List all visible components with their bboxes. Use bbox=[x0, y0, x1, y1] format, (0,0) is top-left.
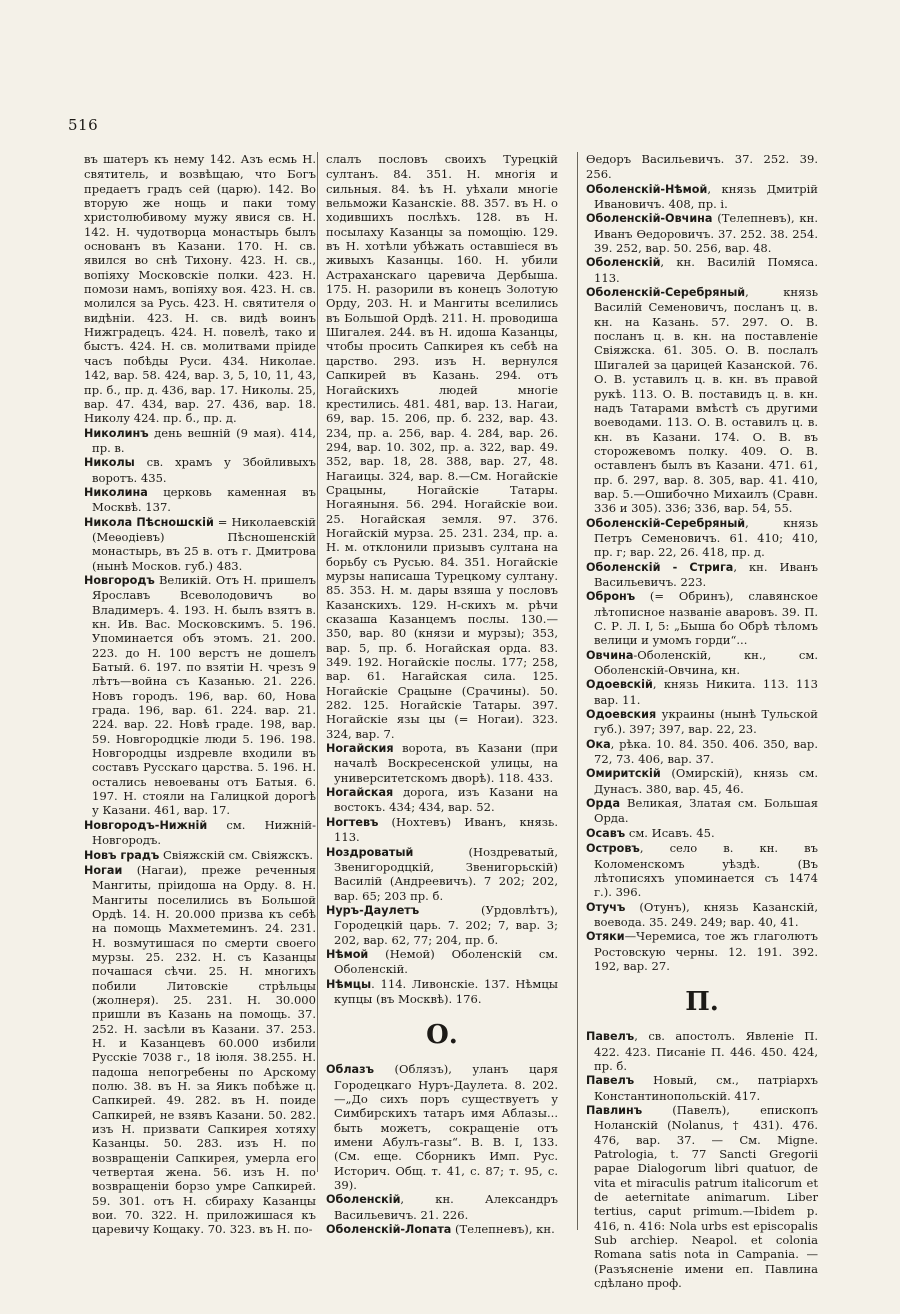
index-entry bbox=[586, 841, 818, 899]
index-entry bbox=[326, 1222, 558, 1237]
entry-headword: Ноздроватый bbox=[326, 845, 414, 859]
entry-headword: Орда bbox=[586, 797, 621, 811]
index-entry bbox=[84, 848, 316, 863]
index-entry bbox=[326, 1062, 558, 1192]
index-entry bbox=[84, 818, 316, 848]
entry-text: , князь Василiй Семеновичъ, посланъ ц. в. кн. на Казань. 57. 297. О. В. посланъ ц. в. кн. на поставленiе Свiяжска. 61. 305. О. В. послалъ Шигалей за царицей Казанской. 76. О. В. уставилъ ц. в. кн. въ правой рукѣ. 113. О. В. поставидъ ц. в. кн. надъ Татарами вмѣстѣ съ другими воеводами. 113. О. В. оставилъ ц. в. кн. въ Казани. 174. О. В. въ сторожевомъ полку. 409. О. В. оставленъ былъ въ Казани. 471. 61, пр. б. 297, вар. 8. 305, вар. 41. 410, вар. 5.—Ошибочно Михаилъ (Сравн. 336 и 305). 336; 336, вар. 54, 55. bbox=[594, 285, 818, 516]
index-column-3 bbox=[586, 152, 818, 1290]
entry-text: слалъ пословъ своихъ Турецкiй султанъ. 84. 351. Н. многiя и сильныя. 84. ѣъ Н. уѣхали многiе вельможи Казанскiе. 88. 357. въ Н. о ходившихъ послѣхъ. 128. въ Н. посылаху Казанцы за помощiю. 129. въ Н. хотѣли убѣжать оставшiеся въ живыхъ Казанцы. 160. Н. убили Астраханскаго царевича Дербыша. 175. Н. разорили въ конецъ Золотую Орду, 203. Н. и Мангиты вселились въ Большой Ордѣ. 211. Н. проводиша Шигалея. 244. въ Н. идоша Казанцы, чтобы просить Сапкирея къ себѣ на царство. 293. изъ Н. вернулся Сапкирей въ Казань. 294. отъ Ногайскихъ людей многiе крестились. 481. 481, вар. 13. Нагаи, 69, вар. 15. 206, пр. б. 232, вар. 43. 234, пр. а. 256, вар. 4. 284, вар. 26. 294, вар. 10. 302, пр. а. 322, вар. 49. 352, вар. 18, 28. 388, вар. 27, 48. Нагаицы. 324, вар. 8.—См. Ногайскiе Срацыны, Ногайскiе Татары. Ногаяныня. 56. 294. Ногайскiе вои. 25. Ногайская земля. 97. 376. Ногайскiй мурза. 25. 231. 234, пр. а. Н. м. отклонили призывъ султана на борьбу съ Русью. 84. 351. Ногайскiе мурзы написаша Турецкому султану. 85. 353. Н. м. дары взяша у пословъ Казанскихъ. 129. Н-скихъ м. рѣчи сказаша Казанцемъ послы. 130.—350, вар. 80 (князи и мурзы); 353, вар. 5, пр. б. Ногайская орда. 83. 349. 192. Ногайскiе послы. 177; 258, вар. 61. Нагайская сила. 125. Ногайскiе Срацыне (Срачины). 50. 282. 125. Ногайскiе Татары. 397. Ногайскiе язы цы (= Ногаи). 323. 324, вар. 7. bbox=[326, 152, 558, 741]
entry-text: (= Обринъ), славянское лѣтописное названiе аваровъ. 39. П. С. Р. Л. I, 5: „Быша бо Обрѣ тѣломъ велици и умомъ горди“... bbox=[594, 589, 818, 648]
index-entry bbox=[586, 737, 818, 767]
index-entry bbox=[326, 845, 558, 903]
entry-headword: Обронъ bbox=[586, 590, 636, 604]
entry-text: Великiй. Отъ Н. пришелъ Ярославъ Всеволодовичъ во Владимеръ. 4. 193. Н. былъ взятъ в. кн. Ив. Вас. Московскимъ. 5. 196. Упоминается объ этомъ. 21. 200. 223. до Н. 100 верстъ не дошелъ Батый. 6. 197. по взятiи Н. чрезъ 9 лѣтъ—война съ Казанью. 21. 226. Новъ городъ. 196, вар. 60, Нова града. 196, вар. 61. 224. вар. 21. 224. вар. 22. Новѣ граде. 198, вар. 59. Новгородцкiе люди 5. 196. 198. Новгородцы издревле входили въ составъ Русскаго царства. 5. 196. Н. остались невоеваны отъ Батыя. 6. 197. Н. стояли на Галицкой дорогѣ у Казани. 461, вар. 17. bbox=[92, 572, 316, 818]
entry-headword: Одоевскiй bbox=[586, 678, 653, 692]
entry-headword: Оболенскiй bbox=[326, 1193, 401, 1207]
entry-headword: Николина bbox=[84, 485, 148, 499]
entry-text: св. храмъ у Збойливыхъ воротъ. 435. bbox=[92, 455, 316, 485]
entry-text: , кн. Иванъ Васильевичъ. 223. bbox=[594, 559, 818, 589]
entry-headword: Оболенскiй-Серебряный bbox=[586, 516, 746, 530]
index-entry bbox=[586, 152, 818, 182]
index-entry bbox=[586, 1029, 818, 1073]
entry-text: (Облязъ), уланъ царя Городецкаго Нуръ-Даулета. 8. 202.—„До сихъ поръ существуетъ у Симбирскихъ татаръ имя Аблазы... быть можетъ, сокращенiе отъ имени Абулъ-газы“. В. В. I, 133. (См. еще. Сборникъ Имп. Рус. Историч. Общ. т. 41, с. 87; т. 95, с. 39). bbox=[334, 1062, 558, 1193]
entry-headword: Оболенскiй-Лопата bbox=[326, 1223, 452, 1237]
entry-headword: Ока bbox=[586, 737, 611, 751]
entry-headword: Оболенскiй-Серебряный bbox=[586, 286, 746, 300]
index-entry bbox=[326, 1192, 558, 1222]
index-column-2 bbox=[326, 152, 558, 1237]
index-entry bbox=[586, 648, 818, 678]
entry-headword: Ногайская bbox=[326, 786, 394, 800]
entry-headword: Павлинъ bbox=[586, 1103, 643, 1117]
index-entry bbox=[84, 573, 316, 818]
index-entry bbox=[586, 1073, 818, 1103]
entry-text: см. Исавъ. 45. bbox=[625, 825, 715, 840]
index-entry bbox=[586, 1103, 818, 1290]
entry-headword: Облазъ bbox=[326, 1063, 374, 1077]
index-entry bbox=[84, 515, 316, 573]
entry-text: (Урдовлѣтъ), Городецкiй царь. 7. 202; 7, вар. 3; 202, вар. 62, 77; 204, пр. б. bbox=[334, 902, 558, 947]
index-entry bbox=[586, 900, 818, 930]
index-entry bbox=[84, 426, 316, 456]
entry-text: , село в. кн. въ Коломенскомъ уѣздѣ. (Въ лѣтописяхъ упоминается съ 1474 г.). 396. bbox=[594, 841, 818, 900]
page-number: 516 bbox=[68, 116, 99, 134]
entry-text: , князь Петръ Семеновичъ. 61. 410; 410, пр. г; вар. 22, 26. 418, пр. д. bbox=[594, 515, 818, 560]
entry-headword: Островъ bbox=[586, 842, 640, 856]
entry-text: (Телепневъ), кн. Иванъ Ѳедоровичъ. 37. 252. 38. 254. 39. 252, вар. 50. 256, вар. 48. bbox=[594, 211, 818, 256]
entry-headword: Нѣмцы bbox=[326, 977, 372, 991]
entry-text: (Нагаи), преже реченныя Мангиты, прiидоша на Орду. 8. Н. Мангиты поселились въ Большой Ордѣ. 14. Н. 20.000 призва къ себѣ на помощь Махметеминъ. 24. 231. Н. возмутишася по смерти своего мурзы. 25. 232. Н. съ Казанцы почашася сѣчи. 25. Н. многихъ побили Литовскiе стрѣльцы (жолнеря). 25. 231. Н. 30.000 пришли въ Казань на помощь. 37. 252. Н. засѣли въ Казани. 37. 253. Н. и Казанцевъ 60.000 избили Русскiе 7038 г., 18 iюля. 38.255. Н. падоша непогребены по Арскому полю. 38. въ Н. за Яикъ побѣже ц. Сапкирей. 49. 282. въ Н. поиде Сапкирей, не взявъ Казани. 50. 282. изъ Н. призвати Сапкирея хотяху Казанцы. 50. 283. изъ Н. по возвращенiи Сапкирея, умерла его четвертая жена. 56. изъ Н. по возвращенiи борзо умре Сапкирей. 59. 301. отъ Н. сбираху Казанцы вои. 70. 322. Н. приложишася къ царевичу Кощаку. 70. 323. въ Н. по- bbox=[92, 862, 316, 1237]
entry-headword: Николы bbox=[84, 456, 135, 470]
entry-text: (Немой) Оболенскiй см. Оболенскiй. bbox=[334, 946, 558, 977]
entry-text: -Оболенскiй, кн., см. Оболенскiй-Овчина, кн. bbox=[594, 647, 818, 678]
column-divider bbox=[577, 152, 578, 1230]
entry-headword: Павелъ bbox=[586, 1074, 635, 1088]
index-entry bbox=[586, 182, 818, 212]
index-entry bbox=[586, 766, 818, 796]
index-entry bbox=[84, 455, 316, 485]
index-entry bbox=[84, 152, 316, 426]
index-entry bbox=[586, 796, 818, 826]
entry-headword: Новгородъ-Нижнiй bbox=[84, 818, 208, 832]
entry-text: Великая, Златая см. Большая Орда. bbox=[594, 796, 818, 826]
entry-headword: Оболенскiй - Стрига bbox=[586, 560, 734, 574]
index-entry bbox=[586, 255, 818, 285]
entry-headword: Одоевския bbox=[586, 708, 657, 722]
index-entry bbox=[326, 977, 558, 1007]
entry-text: , кн. Василiй Помяса. 113. bbox=[594, 255, 818, 285]
index-entry bbox=[326, 947, 558, 977]
entry-headword: Новгородъ bbox=[84, 573, 155, 587]
entry-text: Ѳедоръ Васильевичъ. 37. 252. 39. 256. bbox=[586, 152, 818, 182]
entry-headword: Ногайския bbox=[326, 742, 394, 756]
entry-text: дорога, изъ Казани на востокъ. 434; 434, вар. 52. bbox=[334, 785, 558, 815]
index-entry bbox=[586, 707, 818, 737]
entry-headword: Ногтевъ bbox=[326, 815, 379, 829]
entry-text: = Николаевскiй (Меѳодiевъ) Пѣсношенскiй монастырь, въ 25 в. отъ г. Дмитрова (нынѣ Москов. губ.) 483. bbox=[92, 514, 317, 573]
entry-headword: Овчина bbox=[586, 648, 634, 662]
entry-text: , князь Никита. 113. 113 вар. 11. bbox=[594, 677, 818, 707]
entry-text: , кн. Александръ Васильевичъ. 21. 226. bbox=[334, 1192, 558, 1222]
entry-text: ворота, въ Казани (при началѣ Воскресенской улицы, на университетскомъ дворѣ). 118. 433. bbox=[334, 741, 558, 785]
entry-text: (Отунъ), князь Казанскiй, воевода. 35. 249. 249; вар. 40, 41. bbox=[594, 899, 818, 929]
entry-text: . 114. Ливонскiе. 137. Нѣмцы купцы (въ Москвѣ). 176. bbox=[334, 976, 558, 1006]
index-entry bbox=[326, 815, 558, 845]
entry-text: (Павелъ), епископъ Ноланскiй (Nolanus, † 431). 476. 476, вар. 37. — См. Migne. Patrologia, t. 77 Sancti Gregorii papae Dialogorum libri quatuor, de vita et miraculis patrum italicorum et de aeternitate animarum. Liber tertius, caput primum.—Ibidem p. 416, n. 416: Nola urbs est episcopalis Sub archiep. Neapol. et colonia Romana satis nota in Campania. — (Разъясненiе имени еп. Павлина сдѣлано проф. bbox=[594, 1102, 818, 1291]
entry-headword: Нѣмой bbox=[326, 947, 369, 961]
entry-headword: Оболенскiй-Нѣмой bbox=[586, 182, 708, 196]
entry-text: (Ноздреватый, Звенигородцкiй, Звенигорьскiй) Василiй (Андреевичъ). 7 202; 202, вар. 65; 203 пр. б. bbox=[334, 844, 558, 903]
column-divider bbox=[317, 152, 318, 1172]
entry-text: , св. апостолъ. Явленiе П. 422. 423. Писанiе П. 446. 450. 424, пр. б. bbox=[594, 1029, 818, 1073]
entry-headword: Новъ градъ bbox=[84, 848, 160, 862]
index-column-1 bbox=[84, 152, 316, 1237]
index-entry bbox=[586, 826, 818, 841]
entry-headword: Оболенскiй-Овчина bbox=[586, 212, 713, 226]
index-entry bbox=[326, 741, 558, 785]
entry-headword: Омиритскiй bbox=[586, 767, 661, 781]
entry-headword: Нуръ-Даулетъ bbox=[326, 903, 420, 917]
index-entry bbox=[586, 285, 818, 516]
entry-text: —Черемиса, тое жъ глаголютъ Ростовскую черны. 12. 191. 392. 192, вар. 27. bbox=[594, 929, 818, 973]
entry-headword: Никола Пѣсношскiй bbox=[84, 515, 214, 529]
index-entry bbox=[586, 211, 818, 255]
entry-text: , князь Дмитрiй Ивановичъ. 408, пр. i. bbox=[594, 181, 818, 212]
entry-headword: Ногаи bbox=[84, 863, 123, 877]
entry-text: церковь каменная въ Москвѣ. 137. bbox=[92, 484, 316, 515]
index-entry bbox=[326, 785, 558, 815]
entry-text: (Нохтевъ) Иванъ, князь. 113. bbox=[334, 814, 558, 845]
entry-text: Новый, см., патрiархъ Константинопольскiй. 417. bbox=[594, 1073, 818, 1103]
entry-text: день вешнiй (9 мая). 414, пр. в. bbox=[92, 425, 316, 455]
index-entry bbox=[326, 903, 558, 947]
entry-text: въ шатеръ къ нему 142. Азъ есмь Н. святитель, и возвѣщаю, что Богъ предаетъ градъ сей (царю). 142. Во вторую же нощь и паки тому христолюбивому мужу явися св. Н. 142. Н. чудотворца монастырь былъ основанъ въ Казани. 170. Н. св. явился во снѣ Тихону. 423. Н. св., вопiяху Московскiе полки. 423. Н. помози намъ, вопiяху воя. 423. Н. св. молился за Русь. 423. Н. святителя о видѣнiи. 423. Н. св. видѣ воинъ Нижградецъ. 424. Н. повелѣ, тако и быстъ. 424. Н. св. молитвами прiиде часъ побѣды Руси. 434. Николае. 142, вар. 58. 424, вар. 3, 5, 10, 11, 43, пр. б., пр. д. 436, вар. 17. Николы. 25, вар. 47. 434, вар. 27. 436, вар. 18. Николу 424. пр. б., пр. д. bbox=[84, 152, 316, 426]
index-entry bbox=[586, 589, 818, 647]
entry-headword: Николинъ bbox=[84, 426, 149, 440]
entry-text: см. Нижнiй-Новгородъ. bbox=[92, 817, 316, 848]
entry-text: украины (нынѣ Тульской губ.). 397; 397, вар. 22, 23. bbox=[594, 707, 818, 737]
index-entry bbox=[84, 485, 316, 515]
index-entry bbox=[586, 516, 818, 560]
entry-headword: Оболенскiй bbox=[586, 256, 661, 270]
entry-headword: Павелъ bbox=[586, 1030, 635, 1044]
index-entry bbox=[84, 863, 316, 1237]
section-letter: П. bbox=[685, 987, 719, 1018]
entry-headword: Отяки bbox=[586, 930, 625, 944]
index-entry bbox=[586, 929, 818, 973]
entry-headword: Осавъ bbox=[586, 826, 626, 840]
index-entry bbox=[586, 677, 818, 707]
index-entry bbox=[586, 560, 818, 590]
entry-text: Свiяжскiй см. Свiяжскъ. bbox=[159, 847, 314, 862]
entry-text: (Телепневъ), кн. bbox=[451, 1222, 555, 1237]
section-letter: О. bbox=[426, 1020, 458, 1051]
entry-headword: Отучъ bbox=[586, 900, 626, 914]
entry-text: (Омирскiй), князь см. Дунасъ. 380, вар. 45, 46. bbox=[594, 766, 818, 796]
entry-text: , рѣка. 10. 84. 350. 406. 350, вар. 72, 73. 406, вар. 37. bbox=[594, 736, 818, 767]
index-entry bbox=[326, 152, 558, 741]
